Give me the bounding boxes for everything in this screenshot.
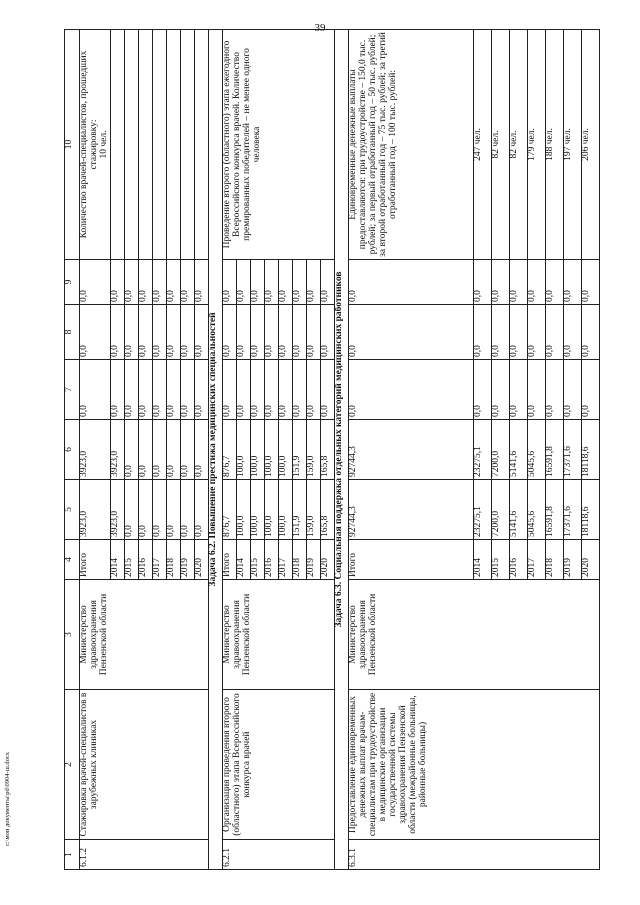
table-cell: 0,0 <box>491 305 509 360</box>
table-cell: 0,0 <box>348 360 473 420</box>
table-cell: 2020 <box>581 540 599 580</box>
table-cell: 188 чел. <box>545 30 563 260</box>
table-cell: 7200,0 <box>491 480 509 540</box>
table-cell: 16591,8 <box>545 420 563 480</box>
table-cell: 0,0 <box>509 305 527 360</box>
table-cell <box>138 30 152 260</box>
activity-result: Проведение второго (областного) этапа ежегодного Всероссийского конкурса врачей. Количество премированных победителей – не менее одного человека <box>222 30 334 260</box>
table-cell: 0,0 <box>348 305 473 360</box>
table-cell: 2018 <box>292 540 306 580</box>
col-header: 3 <box>65 580 80 690</box>
table-row <box>348 30 473 870</box>
table-cell: 2018 <box>166 540 180 580</box>
table-cell: 0,0 <box>124 420 138 480</box>
table-cell: 0,0 <box>250 260 264 305</box>
activity-name: Организация проведения второго (областного) этапа Всероссийского конкурса врачей <box>222 690 334 840</box>
table-cell: 17371,6 <box>563 480 581 540</box>
table-cell: 16591,8 <box>545 480 563 540</box>
table-cell: 5141,6 <box>509 480 527 540</box>
table-cell: 5045,6 <box>527 480 545 540</box>
program-activities-table <box>64 29 600 870</box>
table-cell: 2019 <box>180 540 194 580</box>
col-header: 1 <box>65 840 80 870</box>
task-heading-row <box>208 30 222 870</box>
col-header: 9 <box>65 260 80 305</box>
table-cell: 0,0 <box>278 260 292 305</box>
table-cell: 0,0 <box>166 480 180 540</box>
table-cell: 0,0 <box>152 360 166 420</box>
table-cell: 92744,3 <box>348 420 473 480</box>
activity-id: 6.3.1 <box>348 840 599 870</box>
table-cell: 17371,6 <box>563 420 581 480</box>
table-cell: 18118,6 <box>581 420 599 480</box>
table-cell: 0,0 <box>292 305 306 360</box>
col-header: 7 <box>65 360 80 420</box>
table-cell: 0,0 <box>222 305 236 360</box>
table-cell: 0,0 <box>320 360 334 420</box>
table-cell: 0,0 <box>236 260 250 305</box>
task-heading: Задача 6.3. Социальная поддержка отдельных категорий медицинских работников <box>334 30 348 870</box>
activity-name: Стажировка врачей-специалистов в зарубежных клиниках <box>80 690 209 840</box>
table-cell: 0,0 <box>250 360 264 420</box>
table-cell: 197 чел. <box>563 30 581 260</box>
table-cell: 0,0 <box>278 305 292 360</box>
table-cell: 0,0 <box>320 305 334 360</box>
table-cell: 0,0 <box>581 260 599 305</box>
table-cell: 82 чел. <box>509 30 527 260</box>
table-cell: 0,0 <box>194 360 208 420</box>
table-cell: 0,0 <box>563 360 581 420</box>
col-header: 8 <box>65 305 80 360</box>
table-cell: 2015 <box>491 540 509 580</box>
table-cell: 0,0 <box>138 420 152 480</box>
table-cell: 0,0 <box>166 305 180 360</box>
table-cell: 0,0 <box>563 260 581 305</box>
table-cell: Количество врачей-специалистов, прошедших стажировку: <box>79 50 99 239</box>
table-cell: 0,0 <box>491 260 509 305</box>
table-cell: 2016 <box>264 540 278 580</box>
table-cell: 0,0 <box>138 260 152 305</box>
table-cell: 100,0 <box>278 420 292 480</box>
table-cell: 100,0 <box>250 480 264 540</box>
table-cell: 0,0 <box>180 260 194 305</box>
activity-result <box>80 30 111 260</box>
table-cell: 0,0 <box>491 360 509 420</box>
table-cell: 151,9 <box>292 420 306 480</box>
table-cell: 0,0 <box>264 260 278 305</box>
table-row <box>80 30 111 870</box>
table-cell: 5141,6 <box>509 420 527 480</box>
table-cell: 3923,0 <box>110 420 124 480</box>
activity-executor: Министерство здравоохранения Пензенской области <box>222 580 334 690</box>
table-cell: 0,0 <box>152 260 166 305</box>
table-cell: 0,0 <box>180 360 194 420</box>
table-cell: 0,0 <box>80 305 111 360</box>
table-cell: 247 чел. <box>473 30 491 260</box>
table-cell: 0,0 <box>306 260 320 305</box>
header-row <box>65 30 80 870</box>
table-cell: 3923,0 <box>110 480 124 540</box>
table-cell: 165,8 <box>320 420 334 480</box>
col-header: 4 <box>65 540 80 580</box>
table-cell: 0,0 <box>292 360 306 420</box>
table-cell: 0,0 <box>166 360 180 420</box>
col-header: 6 <box>65 420 80 480</box>
table-cell: 0,0 <box>124 260 138 305</box>
table-cell: 2015 <box>124 540 138 580</box>
table-cell: 159,0 <box>306 420 320 480</box>
table-cell: 2015 <box>250 540 264 580</box>
table-cell <box>124 30 138 260</box>
page-number: 39 <box>314 22 326 34</box>
table-cell: 0,0 <box>292 260 306 305</box>
table-cell: 0,0 <box>348 260 473 305</box>
table-cell: 0,0 <box>138 480 152 540</box>
activity-id: 6.2.1 <box>222 840 334 870</box>
table-cell: 10 чел. <box>98 130 109 159</box>
table-cell: 0,0 <box>563 305 581 360</box>
table-cell: 0,0 <box>180 420 194 480</box>
table-cell: 100,0 <box>236 420 250 480</box>
table-cell: 165,8 <box>320 480 334 540</box>
table-cell: 2020 <box>320 540 334 580</box>
col-header: 2 <box>65 690 80 840</box>
table-cell: 0,0 <box>152 480 166 540</box>
table-cell: 0,0 <box>194 420 208 480</box>
table-cell: 0,0 <box>509 260 527 305</box>
table-cell: 2019 <box>563 540 581 580</box>
table-cell: 23275,1 <box>473 420 491 480</box>
table-cell: 2017 <box>527 540 545 580</box>
table-cell: 0,0 <box>166 260 180 305</box>
table-cell: 0,0 <box>545 305 563 360</box>
table-cell: 2017 <box>278 540 292 580</box>
table-cell: 0,0 <box>545 260 563 305</box>
table-row <box>222 30 236 870</box>
table-cell: 0,0 <box>581 360 599 420</box>
table-cell: 0,0 <box>124 480 138 540</box>
table-cell: 2020 <box>194 540 208 580</box>
table-cell: Итого <box>222 540 236 580</box>
table-cell: 0,0 <box>236 305 250 360</box>
table-cell: 0,0 <box>222 360 236 420</box>
table-cell <box>110 30 124 260</box>
table-cell: 0,0 <box>80 360 111 420</box>
table-cell: 0,0 <box>250 305 264 360</box>
table-cell: 0,0 <box>222 260 236 305</box>
table-cell: 0,0 <box>138 305 152 360</box>
table-cell: 876,7 <box>222 420 236 480</box>
table-cell: 0,0 <box>110 305 124 360</box>
table-cell <box>180 30 194 260</box>
table-cell: 5045,6 <box>527 420 545 480</box>
table-cell: 0,0 <box>473 360 491 420</box>
table-cell: 0,0 <box>194 480 208 540</box>
activity-executor: Министерство здравоохранения Пензенской области <box>348 580 599 690</box>
table-cell: 18118,6 <box>581 480 599 540</box>
table-cell: 0,0 <box>110 360 124 420</box>
footer-file-path: c:\мои документы\pd\0904-ш.docx <box>4 752 11 846</box>
table-cell <box>194 30 208 260</box>
col-header: 5 <box>65 480 80 540</box>
table-cell: 2014 <box>110 540 124 580</box>
table-cell: 0,0 <box>473 305 491 360</box>
table-cell: 0,0 <box>236 360 250 420</box>
table-cell: 2017 <box>152 540 166 580</box>
table-cell: 100,0 <box>264 480 278 540</box>
table-cell: 0,0 <box>180 305 194 360</box>
table-cell: 0,0 <box>527 360 545 420</box>
table-cell: 0,0 <box>166 420 180 480</box>
table-cell: 0,0 <box>152 420 166 480</box>
col-header: 10 <box>65 30 80 260</box>
table-cell: 0,0 <box>320 260 334 305</box>
table-cell: 100,0 <box>236 480 250 540</box>
table-cell: 2016 <box>138 540 152 580</box>
table-cell: 0,0 <box>124 305 138 360</box>
table-cell: 0,0 <box>180 480 194 540</box>
table-cell: 0,0 <box>581 305 599 360</box>
table-cell: 206 чел. <box>581 30 599 260</box>
table-cell: 0,0 <box>545 360 563 420</box>
table-cell: 0,0 <box>278 360 292 420</box>
activity-id: 6.1.2 <box>80 840 209 870</box>
task-heading: Задача 6.2. Повышение престижа медицинских специальностей <box>208 30 222 870</box>
table-cell: 82 чел. <box>491 30 509 260</box>
table-cell: 3923,0 <box>80 420 111 480</box>
table-cell: 0,0 <box>527 260 545 305</box>
table-cell: 0,0 <box>80 260 111 305</box>
table-cell: 0,0 <box>194 260 208 305</box>
table-cell: 151,9 <box>292 480 306 540</box>
table-cell: 0,0 <box>138 360 152 420</box>
table-cell: 2014 <box>236 540 250 580</box>
table-cell: 0,0 <box>110 260 124 305</box>
activity-executor: Министерство здравоохранения Пензенской области <box>80 580 209 690</box>
table-cell: 2019 <box>306 540 320 580</box>
table-cell: 2018 <box>545 540 563 580</box>
task-heading-row <box>334 30 348 870</box>
activity-name: Предоставление единовременных денежных выплат врачам-специалистам при трудоустройстве в медицинские организации государственной системы здравоохранения Пензенской области (межрайонные больницы, районные больницы) <box>348 690 599 840</box>
table-cell: 7200,0 <box>491 420 509 480</box>
table-cell: 0,0 <box>527 305 545 360</box>
table-cell: 159,0 <box>306 480 320 540</box>
table-cell: 3923,0 <box>80 480 111 540</box>
table-cell: Итого <box>80 540 111 580</box>
table-cell: 0,0 <box>473 260 491 305</box>
activity-result: Единовременные денежные выплаты предоставляются: при трудоустройстве – 150,0 тыс. рублей; за первый отработанный год – 50 тыс. рублей; за второй отработанный год – 75 тыс. рублей; за третий отработанный год – 100 тыс. рублей: <box>348 30 473 260</box>
rotated-table-wrapper <box>64 30 591 870</box>
table-cell: 0,0 <box>194 305 208 360</box>
table-cell: 2016 <box>509 540 527 580</box>
table-cell: 0,0 <box>306 360 320 420</box>
table-cell: 0,0 <box>264 360 278 420</box>
table-cell: 876,7 <box>222 480 236 540</box>
table-cell: Итого <box>348 540 473 580</box>
table-cell: 100,0 <box>250 420 264 480</box>
table-cell: 0,0 <box>264 305 278 360</box>
table-cell: 0,0 <box>152 305 166 360</box>
table-cell: 0,0 <box>124 360 138 420</box>
table-cell: 92744,3 <box>348 480 473 540</box>
table-cell <box>166 30 180 260</box>
table-cell: 100,0 <box>278 480 292 540</box>
table-cell: 100,0 <box>264 420 278 480</box>
table-cell: 179 чел. <box>527 30 545 260</box>
table-cell: 0,0 <box>306 305 320 360</box>
table-cell <box>152 30 166 260</box>
table-cell: 0,0 <box>509 360 527 420</box>
table-cell: 23275,1 <box>473 480 491 540</box>
table-cell: 2014 <box>473 540 491 580</box>
